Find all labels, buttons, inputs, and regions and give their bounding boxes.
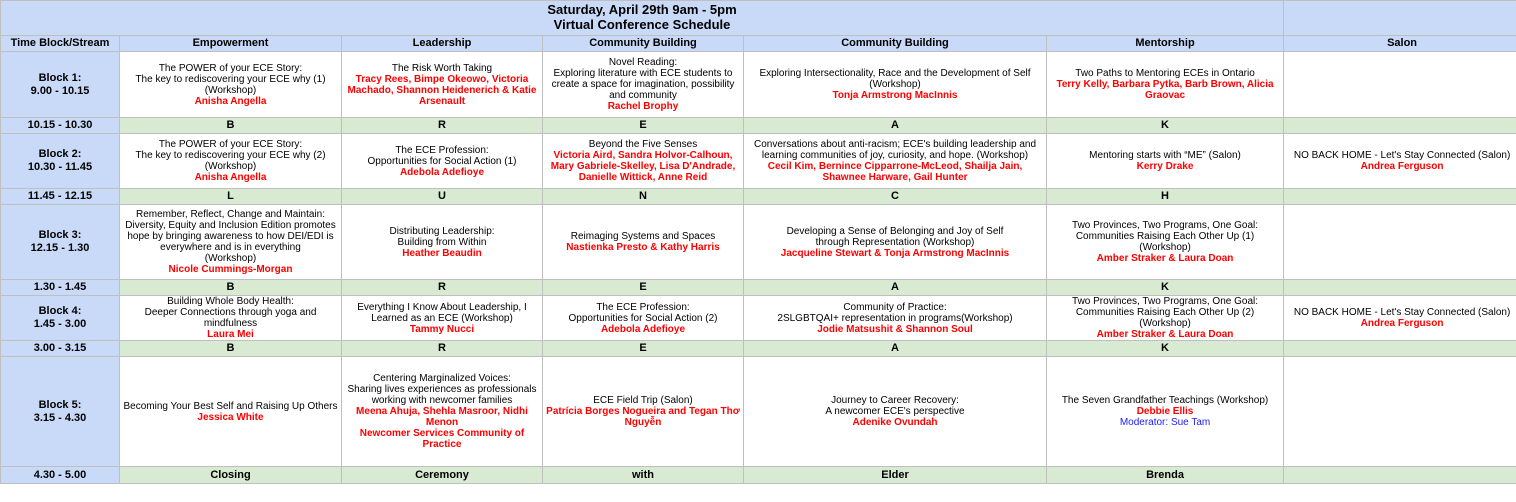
session-title: Remember, Reflect, Change and Maintain: Diversity, Equity and Inclusion Edition promotes hope by bringing awareness to how DEI/EDI is everywhere and is in everything <box>125 209 336 253</box>
break-letter: U <box>342 189 543 205</box>
break-letter: L <box>120 189 342 205</box>
session-organization: Newcomer Services Community of Practice <box>359 428 525 450</box>
block-label: Block 1: <box>38 71 82 84</box>
session-title: A newcomer ECE's perspective <box>825 406 965 417</box>
session-cell <box>543 205 744 280</box>
session-title: Exploring literature with ECE students to create a space for imagination, possibility and community <box>551 68 735 101</box>
session-presenters: Laura Mei <box>207 329 254 340</box>
session-title: ECE Field Trip (Salon) <box>593 395 693 406</box>
session-title: (Workshop) <box>204 253 257 264</box>
session-cell <box>1047 205 1284 280</box>
session-presenters: Jacqueline Stewart & Tonja Armstrong MacInnis <box>780 247 1010 259</box>
break-letter: A <box>744 118 1047 134</box>
session-cell <box>1284 296 1516 341</box>
session-presenters: Amber Straker & Laura Doan <box>1096 329 1234 340</box>
session-title: Opportunities for Social Action (1) <box>367 155 517 167</box>
session-cell <box>744 357 1047 467</box>
header-leadership: Leadership <box>342 36 543 52</box>
session-title: Distributing Leadership: <box>389 225 495 237</box>
block-time-range: 3.15 - 4.30 <box>33 411 87 424</box>
break-letter <box>1284 118 1516 134</box>
session-cell <box>744 52 1047 118</box>
session-title: Building Whole Body Health: <box>167 296 294 307</box>
closing-time: 4.30 - 5.00 <box>1 467 120 484</box>
break-letter: E <box>543 280 744 296</box>
session-cell <box>342 134 543 189</box>
session-title: NO BACK HOME - Let's Stay Connected (Salon) <box>1293 307 1511 318</box>
session-cell <box>120 357 342 467</box>
session-cell-empty <box>1284 357 1516 467</box>
session-title: The Risk Worth Taking <box>391 62 493 74</box>
session-title: (Workshop) <box>1139 242 1191 253</box>
break-letter: R <box>342 280 543 296</box>
break-letter <box>1284 341 1516 357</box>
session-title: (Workshop) <box>204 161 257 172</box>
session-title: Exploring Intersectionality, Race and the Development of Self <box>759 68 1031 79</box>
session-title: Building from Within <box>397 236 487 248</box>
closing-word: Ceremony <box>342 467 543 484</box>
session-title: 2SLGBTQAI+ representation in programs(Workshop) <box>777 312 1013 324</box>
session-presenters: Jodie Matsushit & Shannon Soul <box>817 323 973 335</box>
session-presenters: Adenike Ovundah <box>852 417 938 428</box>
break-letter: H <box>1047 189 1284 205</box>
session-presenters: Nicole Cummings-Morgan <box>168 264 293 275</box>
session-presenters: Adebola Adefioye <box>600 323 686 335</box>
session-cell <box>1047 357 1284 467</box>
break-time: 10.15 - 10.30 <box>1 118 120 134</box>
block-label: Block 5: <box>38 398 82 411</box>
closing-word: Elder <box>744 467 1047 484</box>
session-cell <box>120 296 342 341</box>
session-title: Opportunities for Social Action (2) <box>568 312 718 324</box>
session-title: Two Paths to Mentoring ECEs in Ontario <box>1075 68 1255 79</box>
session-cell-empty <box>1284 52 1516 118</box>
header-community-building-2: Community Building <box>744 36 1047 52</box>
break-letter: K <box>1047 341 1284 357</box>
session-presenters: Jessica White <box>197 411 264 423</box>
session-title: Two Provinces, Two Programs, One Goal: Communities Raising Each Other Up (2) <box>1072 296 1259 318</box>
session-cell-empty <box>1284 205 1516 280</box>
block-4-time <box>1 296 120 341</box>
session-title: The key to rediscovering your ECE why (1) <box>135 73 326 85</box>
break-letter: C <box>744 189 1047 205</box>
session-title: Deeper Connections through yoga and mindfulness <box>144 307 317 329</box>
session-presenters: Terry Kelly, Barbara Pytka, Barb Brown, Alicia Graovac <box>1056 79 1274 101</box>
session-title: The POWER of your ECE Story: <box>158 139 303 150</box>
break-letter: K <box>1047 118 1284 134</box>
session-title: Becoming Your Best Self and Raising Up Others <box>123 400 338 412</box>
header-mentorship: Mentorship <box>1047 36 1284 52</box>
session-title: The POWER of your ECE Story: <box>158 62 303 74</box>
closing-word: Closing <box>120 467 342 484</box>
block-time-range: 1.45 - 3.00 <box>33 318 87 330</box>
session-presenters: Anisha Angella <box>194 172 267 183</box>
break-letter <box>1284 189 1516 205</box>
header-community-building-1: Community Building <box>543 36 744 52</box>
session-title: Everything I Know About Leadership, I Learned as an ECE (Workshop) <box>357 301 527 324</box>
header-time-block: Time Block/Stream <box>1 36 120 52</box>
session-title: Community of Practice: <box>843 301 947 313</box>
session-title: NO BACK HOME - Let's Stay Connected (Salon) <box>1293 150 1511 161</box>
session-presenters: Anisha Angella <box>194 95 267 107</box>
break-time: 11.45 - 12.15 <box>1 189 120 205</box>
session-cell <box>543 52 744 118</box>
session-title: Novel Reading: <box>608 57 678 68</box>
break-letter <box>1284 280 1516 296</box>
session-title: Two Provinces, Two Programs, One Goal: Communities Raising Each Other Up (1) <box>1072 220 1259 242</box>
session-title: The ECE Profession: <box>596 301 690 313</box>
break-letter: A <box>744 341 1047 357</box>
block-1-time <box>1 52 120 118</box>
session-presenters: Debbie Ellis <box>1136 406 1194 417</box>
session-moderator: Moderator: Sue Tam <box>1119 417 1211 428</box>
session-title: Mentoring starts with “ME” (Salon) <box>1089 150 1241 161</box>
closing-word <box>1284 467 1516 484</box>
break-time: 3.00 - 3.15 <box>1 341 120 357</box>
session-cell <box>543 296 744 341</box>
block-time-range: 10.30 - 11.45 <box>27 161 93 173</box>
session-presenters: Cecil Kim, Bernince Cipparrone-McLeod, Shailja Jain, Shawnee Harware, Gail Hunter <box>767 161 1023 183</box>
session-presenters: Andrea Ferguson <box>1360 318 1444 329</box>
session-cell <box>342 52 543 118</box>
session-title: Conversations about anti-racism; ECE's building leadership and learning communities of joy, curiosity, and hope. (Workshop) <box>753 139 1037 161</box>
session-title: The key to rediscovering your ECE why (2) <box>135 150 326 161</box>
block-label: Block 4: <box>38 305 82 317</box>
session-presenters: Adebola Adefioye <box>399 166 485 178</box>
title-name: Virtual Conference Schedule <box>553 17 731 32</box>
session-cell <box>543 357 744 467</box>
block-label: Block 2: <box>38 148 82 160</box>
session-presenters: Tammy Nucci <box>409 323 475 335</box>
session-cell <box>120 52 342 118</box>
session-title: Reimaging Systems and Spaces <box>570 231 716 242</box>
block-label: Block 3: <box>38 229 82 241</box>
break-letter: R <box>342 341 543 357</box>
block-5-time <box>1 357 120 467</box>
session-title: The Seven Grandfather Teachings (Workshop) <box>1061 395 1269 406</box>
session-title: (Workshop) <box>204 84 257 96</box>
session-presenters: Patrícia Borges Nogueira and Tegan Thơ Nguyễn <box>546 406 740 428</box>
session-cell <box>744 134 1047 189</box>
session-presenters: Tracy Rees, Bimpe Okeowo, Victoria Machado, Shannon Heidenerich & Katie Arsenault <box>347 73 537 107</box>
session-title: through Representation (Workshop) <box>815 236 975 248</box>
session-presenters: Andrea Ferguson <box>1360 161 1444 172</box>
session-cell <box>744 205 1047 280</box>
session-cell <box>1047 52 1284 118</box>
session-cell <box>744 296 1047 341</box>
block-3-time <box>1 205 120 280</box>
block-2-time <box>1 134 120 189</box>
session-cell <box>543 134 744 189</box>
session-presenters: Victoria Aird, Sandra Holvor-Calhoun, Mary Gabriele-Skelley, Lisa D'Andrade, Danielle Wittick, Anne Reid <box>550 150 736 183</box>
header-empowerment: Empowerment <box>120 36 342 52</box>
schedule-title <box>1 1 1284 36</box>
session-title: Developing a Sense of Belonging and Joy of Self <box>786 225 1004 237</box>
session-presenters: Nastienka Presto & Kathy Harris <box>566 242 720 253</box>
session-title: (Workshop) <box>869 79 921 90</box>
session-title: Sharing lives experiences as professionals <box>347 384 537 395</box>
session-cell <box>1284 134 1516 189</box>
session-title: The ECE Profession: <box>395 144 489 156</box>
session-presenters: Amber Straker & Laura Doan <box>1096 253 1234 264</box>
session-title: (Workshop) <box>1139 318 1191 329</box>
session-presenters: Rachel Brophy <box>607 101 679 112</box>
session-cell <box>1047 134 1284 189</box>
session-title: working with newcomer families <box>371 395 513 406</box>
session-cell <box>342 296 543 341</box>
closing-word: Brenda <box>1047 467 1284 484</box>
break-letter: B <box>120 280 342 296</box>
session-presenters: Meena Ahuja, Shehla Masroor, Nidhi Menon <box>356 406 528 428</box>
break-letter: A <box>744 280 1047 296</box>
break-letter: K <box>1047 280 1284 296</box>
title-blank-cell <box>1284 1 1516 36</box>
session-title: Beyond the Five Senses <box>588 139 698 150</box>
session-presenters: Kerry Drake <box>1136 161 1194 172</box>
session-presenters: Heather Beaudin <box>402 247 482 259</box>
closing-word: with <box>543 467 744 484</box>
session-cell <box>120 134 342 189</box>
session-presenters: Tonja Armstrong MacInnis <box>832 90 958 101</box>
break-letter: E <box>543 341 744 357</box>
session-cell <box>342 357 543 467</box>
session-cell <box>120 205 342 280</box>
block-time-range: 9.00 - 10.15 <box>30 84 90 97</box>
header-salon: Salon <box>1284 36 1516 52</box>
block-time-range: 12.15 - 1.30 <box>30 242 90 254</box>
break-letter: E <box>543 118 744 134</box>
session-title: Centering Marginalized Voices: <box>373 373 511 384</box>
title-date: Saturday, April 29th 9am - 5pm <box>547 2 737 17</box>
break-letter: N <box>543 189 744 205</box>
session-cell <box>342 205 543 280</box>
break-letter: R <box>342 118 543 134</box>
break-letter: B <box>120 341 342 357</box>
session-title: Journey to Career Recovery: <box>831 395 959 406</box>
session-cell <box>1047 296 1284 341</box>
break-time: 1.30 - 1.45 <box>1 280 120 296</box>
break-letter: B <box>120 118 342 134</box>
